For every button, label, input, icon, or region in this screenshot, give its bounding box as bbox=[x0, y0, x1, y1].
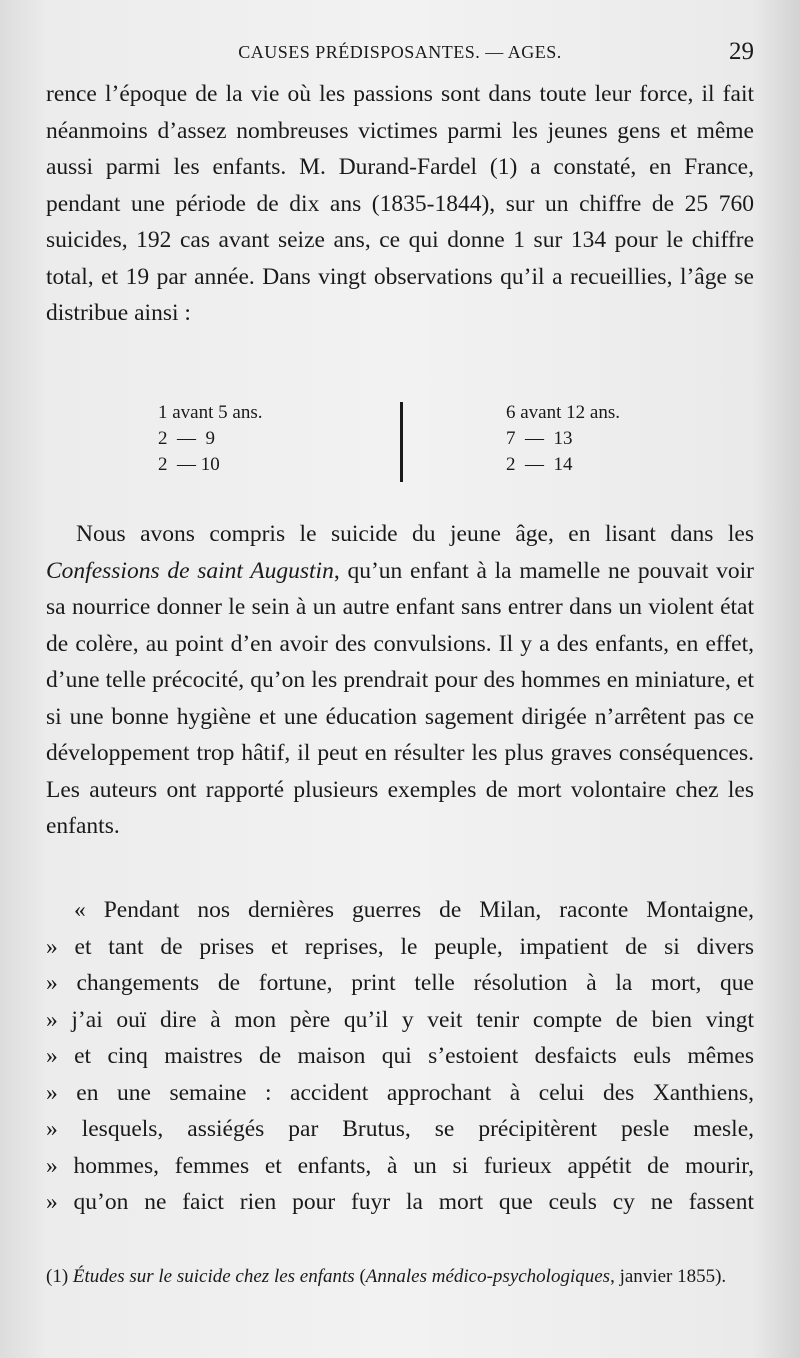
paragraph-1-text: rence l’époque de la vie où les passions sont dans toute leur force, il fait néanmoins d’assez nombreuses victimes parmi les jeunes gens et même aussi parmi les enfants. M. Durand-Fardel (1) a constaté, en France, pendant une période de dix ans (1835-1844), sur un chiffre de 25 760 suicides, 192 cas avant seize ans, ce qui donne 1 sur 134 pour le chiffre total, et 19 par année. Dans vingt observations qu’il a recueillies, l’âge se distribue ainsi : bbox=[46, 81, 754, 326]
quote-line: » changements de fortune, print telle résolution à la mort, que bbox=[46, 970, 754, 996]
footnote-number: (1) bbox=[46, 1266, 69, 1287]
quote-line: » lesquels, assiégés par Brutus, se précipitèrent pesle mesle, bbox=[46, 1116, 754, 1142]
footnote-title: Études sur le suicide chez les enfants bbox=[72, 1266, 355, 1287]
paragraph-2-lead: Nous avons compris le suicide du jeune âge, en lisant dans les bbox=[76, 521, 754, 547]
table-divider bbox=[400, 402, 403, 482]
footnote-paren: ( bbox=[354, 1266, 366, 1287]
quote-line: » en une semaine : accident approchant à celui des Xanthiens, bbox=[46, 1079, 754, 1106]
age-distribution-table bbox=[46, 400, 754, 490]
page-header bbox=[46, 38, 754, 68]
age-row: 6 avant 12 ans. bbox=[506, 402, 620, 423]
paragraph-2 bbox=[46, 516, 754, 845]
quote-line: » hommes, femmes et enfants, à un si furieux appétit de mourir, bbox=[46, 1152, 754, 1179]
quote-line: » et tant de prises et reprises, le peuple, impatient de si divers bbox=[46, 933, 754, 960]
age-table-left-column bbox=[158, 400, 262, 478]
paragraph-1 bbox=[46, 76, 754, 332]
quote-line: » qu’on ne faict rien pour fuyr la mort que ceuls cy ne fassent bbox=[46, 1189, 754, 1215]
paragraph-2-text bbox=[46, 516, 754, 845]
footnote bbox=[46, 1262, 754, 1292]
page-number: 29 bbox=[729, 38, 754, 65]
age-row: 7 — 13 bbox=[506, 428, 573, 449]
quote-line: » et cinq maistres de maison qui s’estoient desfaicts euls mêmes bbox=[46, 1043, 754, 1069]
age-row: 2 — 9 bbox=[158, 428, 215, 449]
age-row: 2 — 14 bbox=[506, 454, 573, 475]
montaigne-quote bbox=[46, 892, 754, 1221]
age-table-right-column bbox=[506, 400, 620, 478]
footnote-journal: Annales médico-psychologiques bbox=[365, 1266, 611, 1287]
paragraph-2-rest: , qu’un enfant à la mamelle ne pouvait voir sa nourrice donner le sein à un autre enfant sans entrer dans un violent état de colère, au point d’en avoir des convulsions. Il y a des enfants, en effet, d’une telle précocité, qu’on les prendrait pour des hommes en miniature, et si une bonne hygiène et une éducation sagement dirigée n’arrêtent pas ce développement trop hâtif, il peut en résulter les plus graves conséquences. Les auteurs ont rapporté plusieurs exemples de mort volontaire chez les enfants. bbox=[46, 557, 754, 839]
quote-line: « Pendant nos dernières guerres de Milan, raconte Montaigne, bbox=[74, 897, 754, 923]
age-row: 1 avant 5 ans. bbox=[158, 402, 263, 423]
age-row: 2 — 10 bbox=[158, 454, 220, 475]
footnote-rest: , janvier 1855). bbox=[610, 1266, 727, 1287]
quote-line: » j’ai ouï dire à mon père qu’il y veit tenir compte de bien vingt bbox=[46, 1006, 754, 1033]
book-title-italic: Confessions de saint Augustin bbox=[46, 557, 334, 584]
running-head: CAUSES PRÉDISPOSANTES. — AGES. bbox=[238, 42, 562, 62]
